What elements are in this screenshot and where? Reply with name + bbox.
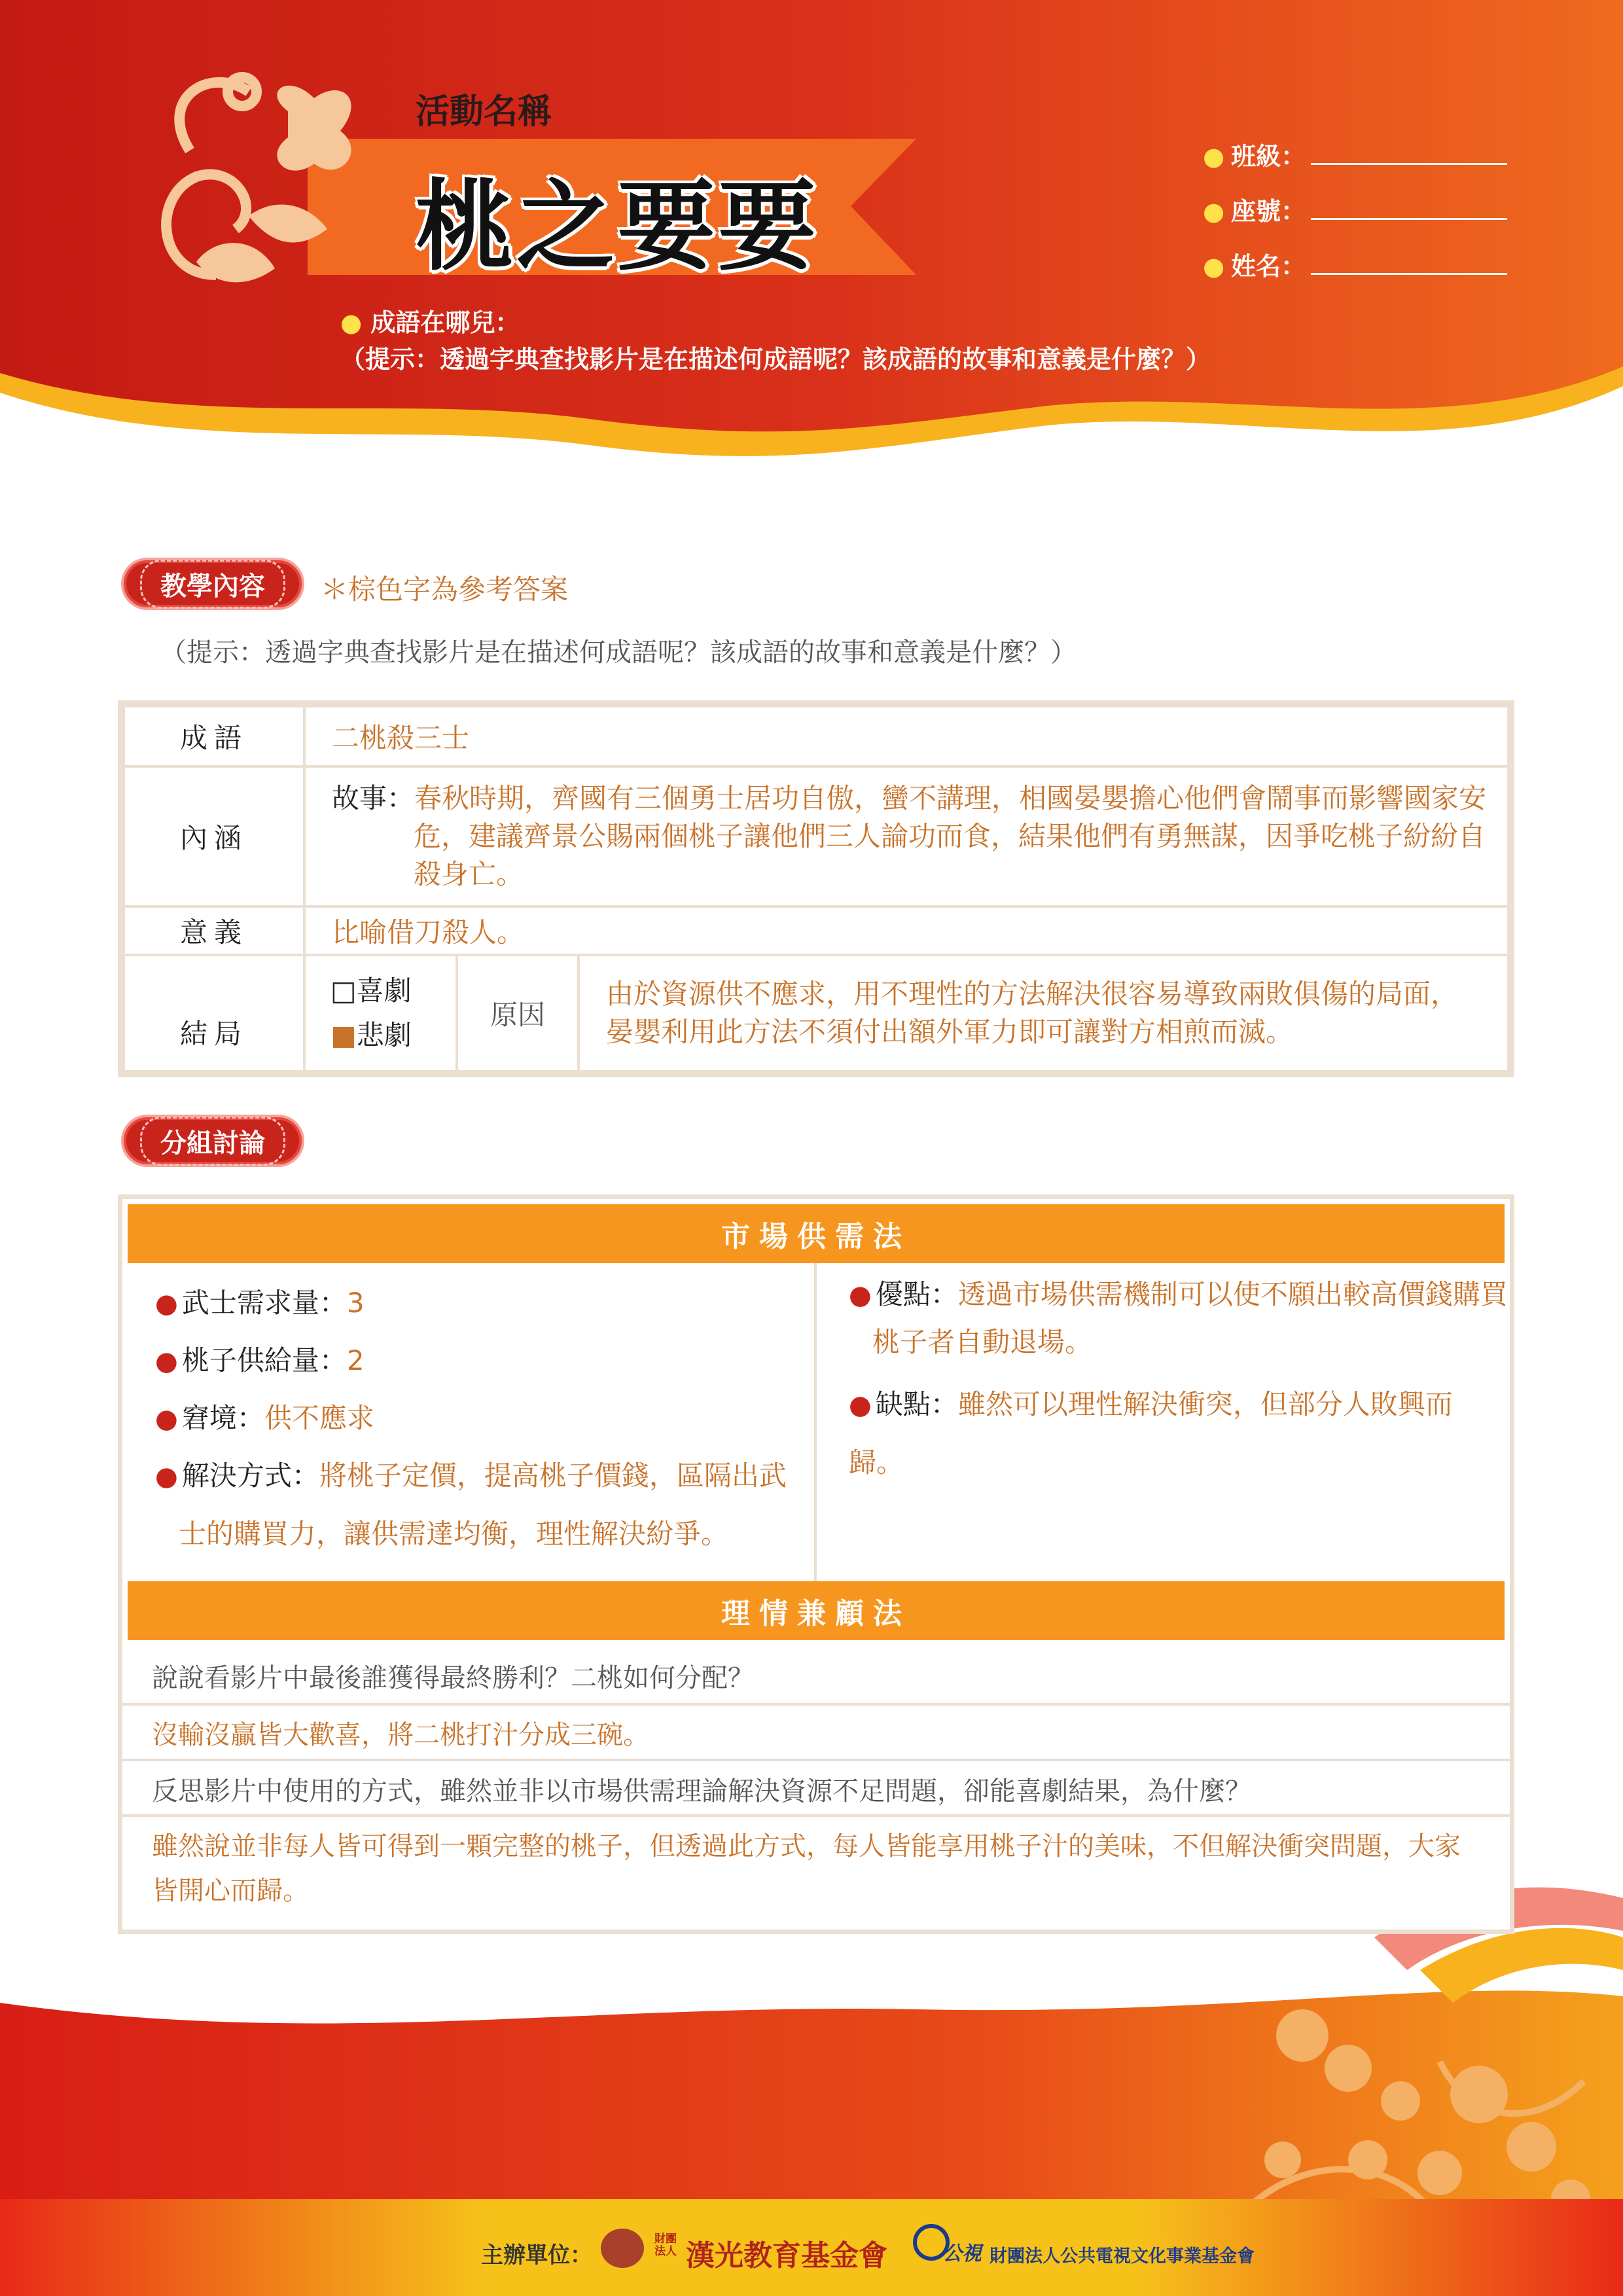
discussion-pill: 分組討論 bbox=[121, 1115, 304, 1167]
significance-value: 比喻借刀殺人。 bbox=[304, 906, 1508, 955]
comedy-option[interactable]: □喜劇 bbox=[330, 975, 412, 1007]
solution-item: ● 解決方式：將桃子定價，提高桃子價錢，區隔出武士的購買力，讓供需達均衡，理性解決紛爭。 bbox=[155, 1460, 787, 1550]
org2-logo-text: 公視 bbox=[942, 2242, 982, 2265]
ending-label: 結局 bbox=[124, 955, 304, 1071]
name-input[interactable] bbox=[1311, 253, 1507, 275]
idiom-where-label: 成語在哪兒： bbox=[370, 308, 520, 337]
header-hint: （提示：透過字典查找影片是在描述何成語呢？該成語的故事和意義是什麼？） bbox=[340, 345, 1211, 374]
demand-item: ● 武士需求量：3 bbox=[155, 1287, 365, 1319]
org2-name: 財團法人公共電視文化事業基金會 bbox=[990, 2246, 1255, 2267]
tragedy-option[interactable]: ■悲劇 bbox=[330, 1019, 412, 1051]
advantage-item: ● 優點：透過市場供需機制可以使不願出較高價錢購買桃子者自動退場。 bbox=[849, 1278, 1508, 1358]
seat-input[interactable] bbox=[1311, 198, 1507, 220]
bullet-icon: ● bbox=[1203, 197, 1225, 226]
org1-name: 漢光教育基金會 bbox=[686, 2239, 887, 2272]
hanguang-logo-icon bbox=[601, 2229, 644, 2268]
discussion-box bbox=[118, 1194, 1514, 1934]
name-field bbox=[1203, 246, 1507, 282]
row-divider bbox=[122, 1759, 1510, 1761]
column-divider bbox=[814, 1263, 817, 1630]
idiom-table bbox=[118, 700, 1514, 1077]
answer-note: ＊棕色字為參考答案 bbox=[321, 573, 569, 605]
teaching-pill: 教學內容 bbox=[121, 558, 304, 610]
org1-small: 財團法人 bbox=[654, 2233, 677, 2258]
row-divider bbox=[122, 1703, 1510, 1706]
idiom-label: 成語 bbox=[124, 706, 304, 766]
dilemma-item: ● 窘境：供不應求 bbox=[155, 1402, 374, 1434]
answer-1: 沒輸沒贏皆大歡喜，將二桃打汁分成三碗。 bbox=[152, 1720, 649, 1750]
answer-2: 雖然說並非每人皆可得到一顆完整的桃子，但透過此方式，每人皆能享用桃子汁的美味，不但解決衝突問題，大家皆開心而歸。 bbox=[152, 1831, 1461, 1906]
bullet-icon: ● bbox=[340, 308, 371, 337]
market-method-title: 市場供需法 bbox=[128, 1204, 1505, 1263]
disadvantage-item: ● 缺點：雖然可以理性解決衝突，但部分人敗興而歸。 bbox=[849, 1388, 1453, 1479]
bullet-icon: ● bbox=[1203, 142, 1225, 171]
question-2: 反思影片中使用的方式，雖然並非以市場供需理論解決資源不足問題，卻能喜劇結果，為什麼？ bbox=[152, 1776, 1251, 1806]
row-divider bbox=[122, 1814, 1510, 1817]
question-1: 說說看影片中最後誰獲得最終勝利？二桃如何分配？ bbox=[152, 1663, 754, 1693]
tragedy-text: 悲劇 bbox=[356, 1019, 412, 1051]
story-cell bbox=[304, 766, 1508, 906]
reason-emotion-method-title: 理情兼顧法 bbox=[128, 1581, 1505, 1640]
ending-options bbox=[304, 955, 457, 1071]
teaching-hint: （提示：透過字典查找影片是在描述何成語呢？該成語的故事和意義是什麼？） bbox=[160, 637, 1077, 668]
supply-item: ● 桃子供給量：2 bbox=[155, 1344, 365, 1376]
bullet-icon: ● bbox=[1203, 252, 1225, 281]
reason-label: 原因 bbox=[457, 955, 579, 1071]
class-label: 班級： bbox=[1231, 142, 1306, 171]
story-label: 故事： bbox=[332, 782, 415, 814]
meaning-label: 內涵 bbox=[124, 766, 304, 906]
idiom-hint-block bbox=[340, 304, 1211, 378]
class-input[interactable] bbox=[1311, 143, 1507, 165]
class-field bbox=[1203, 136, 1507, 172]
name-label: 姓名： bbox=[1231, 252, 1306, 281]
seat-label: 座號： bbox=[1231, 197, 1306, 226]
seat-field bbox=[1203, 191, 1507, 227]
story-value: 春秋時期，齊國有三個勇士居功自傲，蠻不講理，相國晏嬰擔心他們會鬧事而影響國家安危，建議齊景公賜兩個桃子讓他們三人論功而食，結果他們有勇無謀，因爭吃桃子紛紛自殺身亡。 bbox=[414, 782, 1487, 890]
activity-label: 活動名稱 bbox=[416, 92, 552, 132]
reason-value: 由於資源供不應求，用不理性的方法解決很容易導致兩敗俱傷的局面，晏嬰利用此方法不須付出額外軍力即可讓對方相煎而滅。 bbox=[579, 955, 1508, 1071]
significance-label: 意義 bbox=[124, 906, 304, 955]
organizer-label: 主辦單位： bbox=[481, 2242, 592, 2269]
page-title: 桃之要要 bbox=[416, 170, 819, 284]
idiom-value: 二桃殺三士 bbox=[304, 706, 1508, 766]
